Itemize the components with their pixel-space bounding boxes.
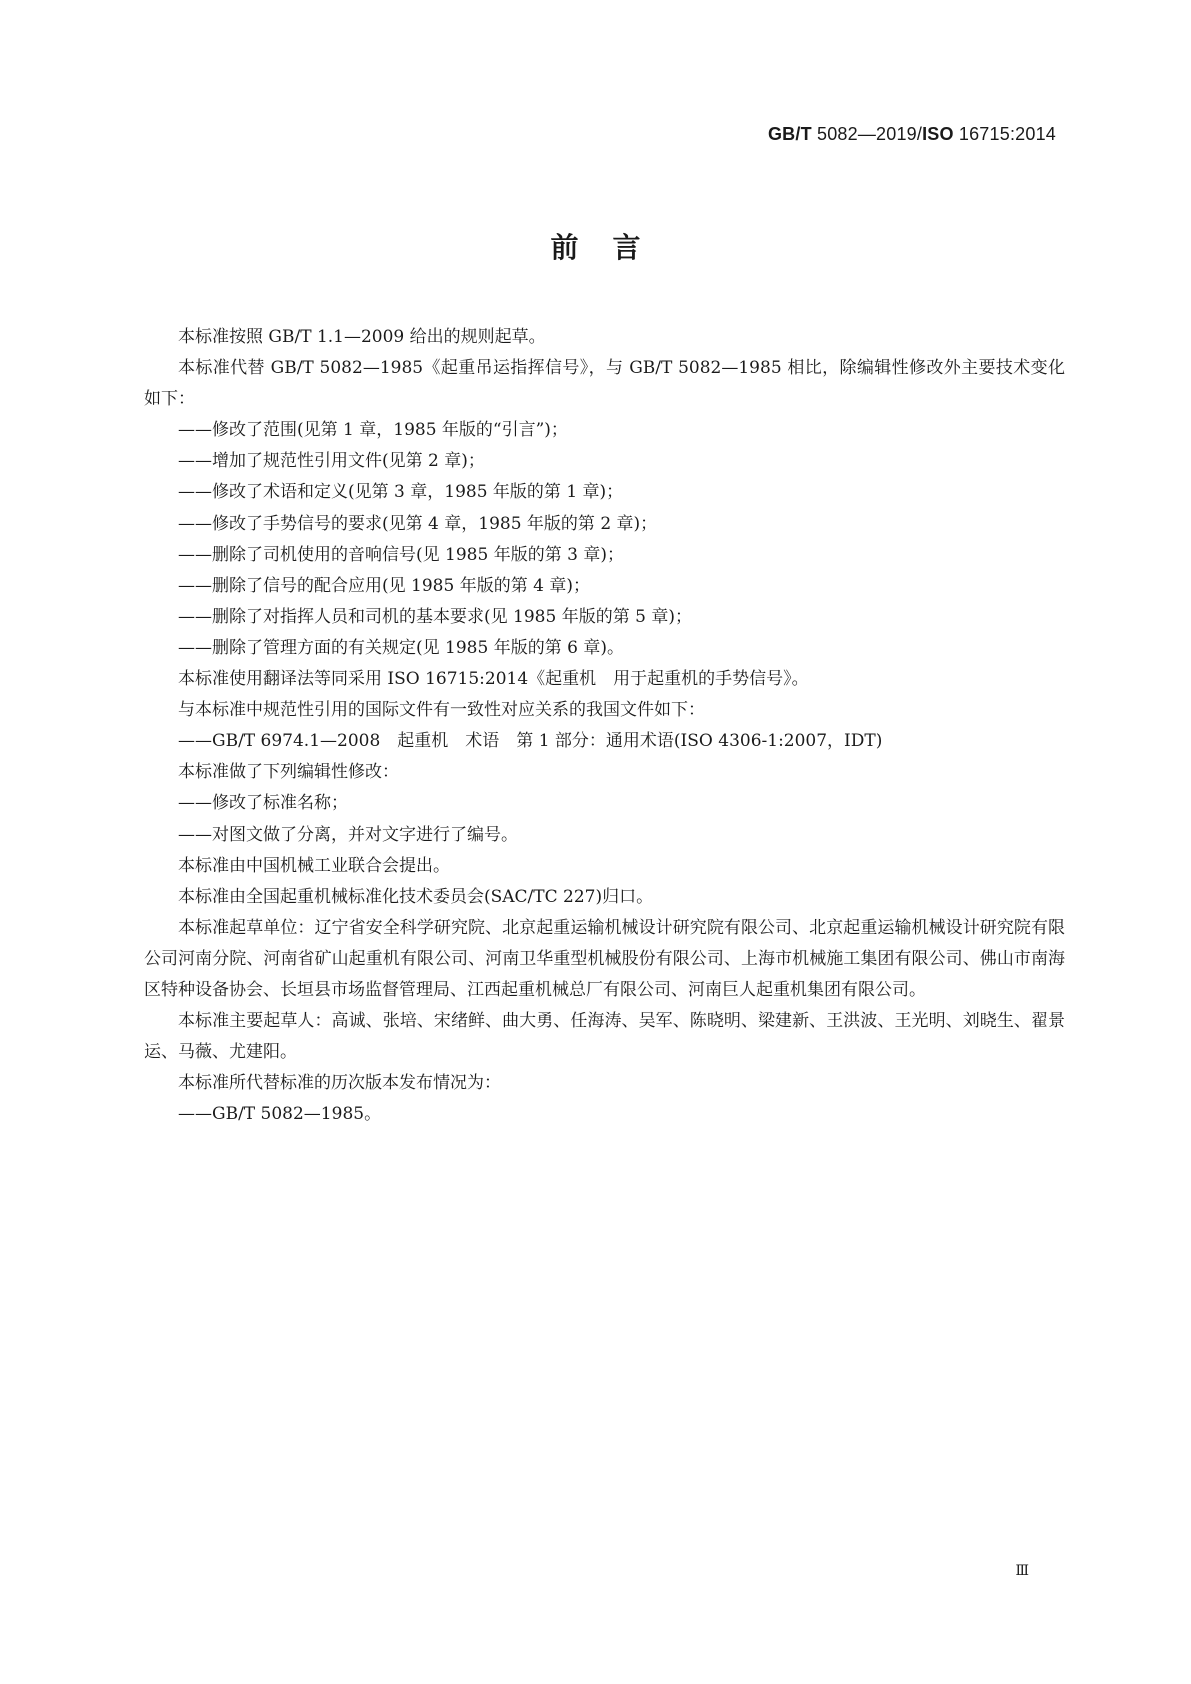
paragraph: 本标准由中国机械工业联合会提出。 [178, 855, 450, 876]
list-item: ——修改了手势信号的要求(见第 4 章，1985 年版的第 2 章)； [178, 513, 658, 534]
paragraph: 本标准主要起草人：高诚、张培、宋绪鲜、曲大勇、任海涛、吴军、陈晓明、梁建新、王洪波、王光明、刘晓生、翟景运、马薇、尤建阳。 [144, 1011, 1065, 1063]
list-item: ——删除了管理方面的有关规定(见 1985 年版的第 6 章)。 [178, 637, 624, 658]
standard-code-prefix: GB/T [767, 124, 812, 144]
paragraph: 本标准使用翻译法等同采用 ISO 16715:2014《起重机 用于起重机的手势信号》。 [178, 669, 809, 690]
paragraph: 本标准起草单位：辽宁省安全科学研究院、北京起重运输机械设计研究院有限公司、北京起重运输机械设计研究院有限公司河南分院、河南省矿山起重机有限公司、河南卫华重型机械股份有限公司、上海市机械施工集团有限公司、佛山市南海区特种设备协会、长垣县市场监督管理局、江西起重机械总厂有限公司、河南巨人起重机集团有限公司。 [144, 917, 1065, 1000]
standard-code [768, 124, 1056, 145]
paragraph: 本标准代替 GB/T 5082—1985《起重吊运指挥信号》，与 GB/T 5082—1985 相比，除编辑性修改外主要技术变化如下： [144, 358, 1065, 410]
paragraph: 本标准按照 GB/T 1.1—2009 给出的规则起草。 [178, 327, 546, 347]
list-item: ——GB/T 5082—1985。 [178, 1104, 382, 1125]
standard-code-number: 5082—2019/ [811, 124, 923, 144]
standard-code-iso-number: 16715:2014 [953, 124, 1056, 144]
list-item: ——删除了信号的配合应用(见 1985 年版的第 4 章)； [178, 575, 590, 596]
list-item: ——对图文做了分离，并对文字进行了编号。 [178, 824, 518, 845]
page-title: 前言 [550, 231, 675, 264]
list-item: ——修改了标准名称； [178, 793, 348, 814]
foreword-body [144, 322, 1065, 1130]
paragraph: 本标准所代替标准的历次版本发布情况为： [178, 1073, 501, 1094]
list-item: ——增加了规范性引用文件(见第 2 章)； [178, 451, 485, 472]
paragraph: 本标准由全国起重机械标准化技术委员会(SAC/TC 227)归口。 [178, 886, 654, 907]
page-number: Ⅲ [1015, 1563, 1029, 1579]
list-item: ——GB/T 6974.1—2008 起重机 术语 第 1 部分：通用术语(ISO 4306-1:2007，IDT) [178, 731, 883, 752]
standard-code-iso: ISO [922, 124, 954, 144]
list-item: ——删除了对指挥人员和司机的基本要求(见 1985 年版的第 5 章)； [178, 606, 692, 627]
list-item: ——删除了司机使用的音响信号(见 1985 年版的第 3 章)； [178, 544, 624, 565]
list-item: ——修改了范围(见第 1 章，1985 年版的“引言”)； [178, 420, 568, 441]
paragraph: 本标准做了下列编辑性修改： [178, 762, 399, 783]
paragraph: 与本标准中规范性引用的国际文件有一致性对应关系的我国文件如下： [178, 700, 705, 721]
list-item: ——修改了术语和定义(见第 3 章，1985 年版的第 1 章)； [178, 482, 624, 503]
